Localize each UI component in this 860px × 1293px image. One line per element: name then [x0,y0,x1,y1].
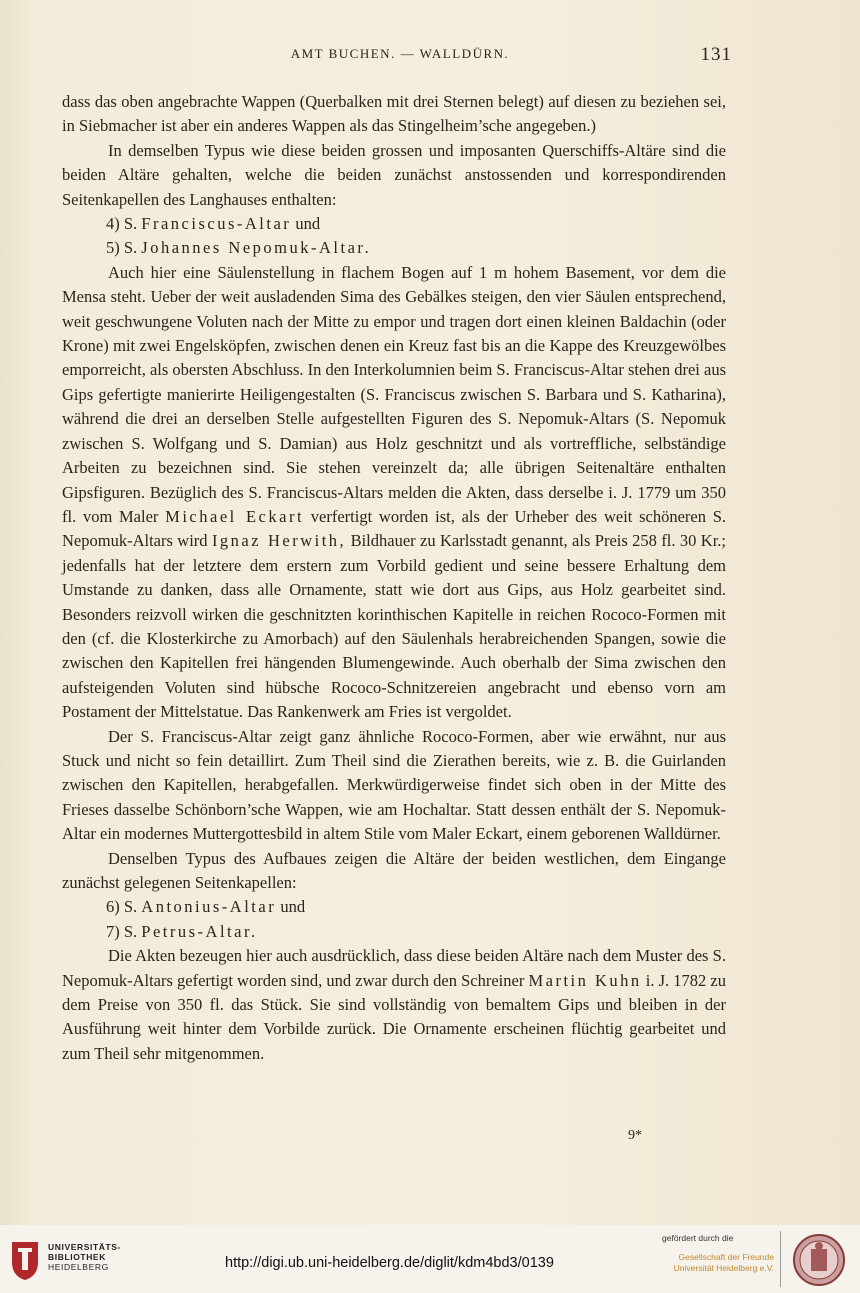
person-name: Michael Eckart [165,506,305,526]
paragraph: Auch hier eine Säulenstellung in flachem Bogen auf 1 m hohem Basement, vor dem die Mensa steht. Ueber der weit ausladenden Sima des Gebälkes steigen, den vier Säulen entsprechend, weit geschwungene Voluten nach der Mitte zu empor und tragen dort einen kleinen Baldachin (oder Krone) mit zwei Engelsköpfen, zwischen denen ein Kreuz fast bis an die Kappe des Kreuzgewölbes emporreicht, als obersten Abschluss. In den Interkolumnien beim S. Franciscus-Altar stehen drei aus Gips gefertigte manierirte Heiligengestalten (S. Franciscus zwischen S. Barbara und S. Katharina), während die drei an derselben Stelle aufgestellten Figuren des S. Nepomuk-Altars (S. Nepomuk zwischen S. Wolfgang und S. Damian) aus Holz geschnitzt und als vortreffliche, selbständige Arbeiten zu bezeichnen sind. Sie stehen vereinzelt da; alle übrigen Seitenaltäre enthalten Gipsfiguren. Bezüglich des S. Franciscus-Altars melden die Akten, dass derselbe i. J. 1779 um 350 fl. vom Maler Michael Eckart verfertigt worden ist, als der Urheber des weit schöneren S. Nepomuk-Altars wird Ignaz Herwith, Bildhauer zu Karlsstadt genannt, als Preis 258 fl. 30 Kr.; jedenfalls hat der letztere dem erstern zum Vorbild gedient und seine bessere Erhaltung dem Umstande zu danken, dass alle Ornamente, statt wie dort aus Gips, aus Holz gearbeitet sind. Besonders reizvoll wirken die geschnitzten korinthischen Kapitelle in reichen Rococo-Formen mit den (cf. die Klosterkirche zu Amorbach) auf den Säulenhals herabreichenden Spangen, sowie die zwischen den Kapitellen frei hängenden Blumengewinde. Auch oberhalb der Sima zwischen den aufsteigenden Voluten sind hübsche Rococo-Schnitzereien angebracht und ebenso vorn am Postament der Mittelstatue. Das Rankenwerk am Fries ist vergoldet. [62,262,727,722]
paragraph: Die Akten bezeugen hier auch ausdrücklich, dass diese beiden Altäre nach dem Muster des S. Nepomuk-Altars gefertigt worden sind, und zwar durch den Schreiner Martin Kuhn i. J. 1782 zu dem Preise von 350 fl. das Stück. Sie sind vollständig von bemaltem Gips und bleiben in der Ausführung weit hinter dem Vorbilde zurück. Die Ornamente erscheinen flüchtig gearbeitet und zum Theil sehr mitgenommen. [62,946,726,1063]
permalink-url[interactable]: http://digi.ub.uni-heidelberg.de/diglit/kdm4bd3/0139 [225,1255,554,1271]
person-name: Ignaz Herwith, [211,531,347,551]
sponsor-credit: gefördert durch die Gesellschaft der Freunde Universität Heidelberg e.V. [662,1233,774,1273]
list-item-altar-6: 6) S. Antonius-Altar und [106,897,306,917]
page-number: 131 [700,44,732,65]
altar-name: Johannes Nepomuk-Altar. [141,238,372,258]
signature-mark: 9* [628,1128,642,1143]
footer-bar [0,1225,860,1293]
list-item-altar-4: 4) S. Franciscus-Altar und [106,214,321,234]
university-seal-icon [792,1233,846,1287]
running-header: AMT BUCHEN. — WALLDÜRN. [290,46,510,61]
paragraph-continuation: dass das oben angebrachte Wappen (Querbalken mit drei Sternen belegt) auf diesen zu beziehen sei, in Siebmacher ist aber ein anderes Wappen als das Stingelheim’sche angegeben.) [62,92,726,136]
list-item-altar-7: 7) S. Petrus-Altar. [106,921,258,941]
library-logo: UNIVERSITÄTS- BIBLIOTHEK HEIDELBERG [48,1242,121,1272]
body-text [62,90,726,1066]
paragraph: Der S. Franciscus-Altar zeigt ganz ähnliche Rococo-Formen, aber wie erwähnt, nur aus Stuck und nicht so fein detaillirt. Zum Theil sind die Zierathen bereits, wie z. B. die Guirlanden zwischen den Kapitellen, herabgefallen. Merkwürdigerweise findet sich oben in der Mitte des Frieses dasselbe Schönborn’sche Wappen, wie am Hochaltar. Statt dessen enthält der S. Nepomuk-Altar ein modernes Muttergottesbild in altem Stile vom Maler Eckart, einem geborenen Walldürner. [62,726,726,844]
list-item-altar-5: 5) S. Johannes Nepomuk-Altar. [106,238,372,258]
footer-divider [780,1231,781,1287]
library-crest-icon [8,1238,42,1282]
paragraph: In demselben Typus wie diese beiden grossen und imposanten Querschiffs-Altäre sind die beiden Altäre gehalten, welche die beiden zunächst anstossenden und korrespondirenden Seitenkapellen des Langhauses enthalten: [62,140,726,209]
person-name: Martin Kuhn [528,970,642,990]
altar-name: Franciscus-Altar [141,214,292,234]
altar-name: Petrus-Altar. [141,921,258,941]
altar-name: Antonius-Altar [141,897,277,917]
paragraph: Denselben Typus des Aufbaues zeigen die Altäre der beiden westlichen, dem Eingange zunächst gelegenen Seitenkapellen: [62,848,726,892]
